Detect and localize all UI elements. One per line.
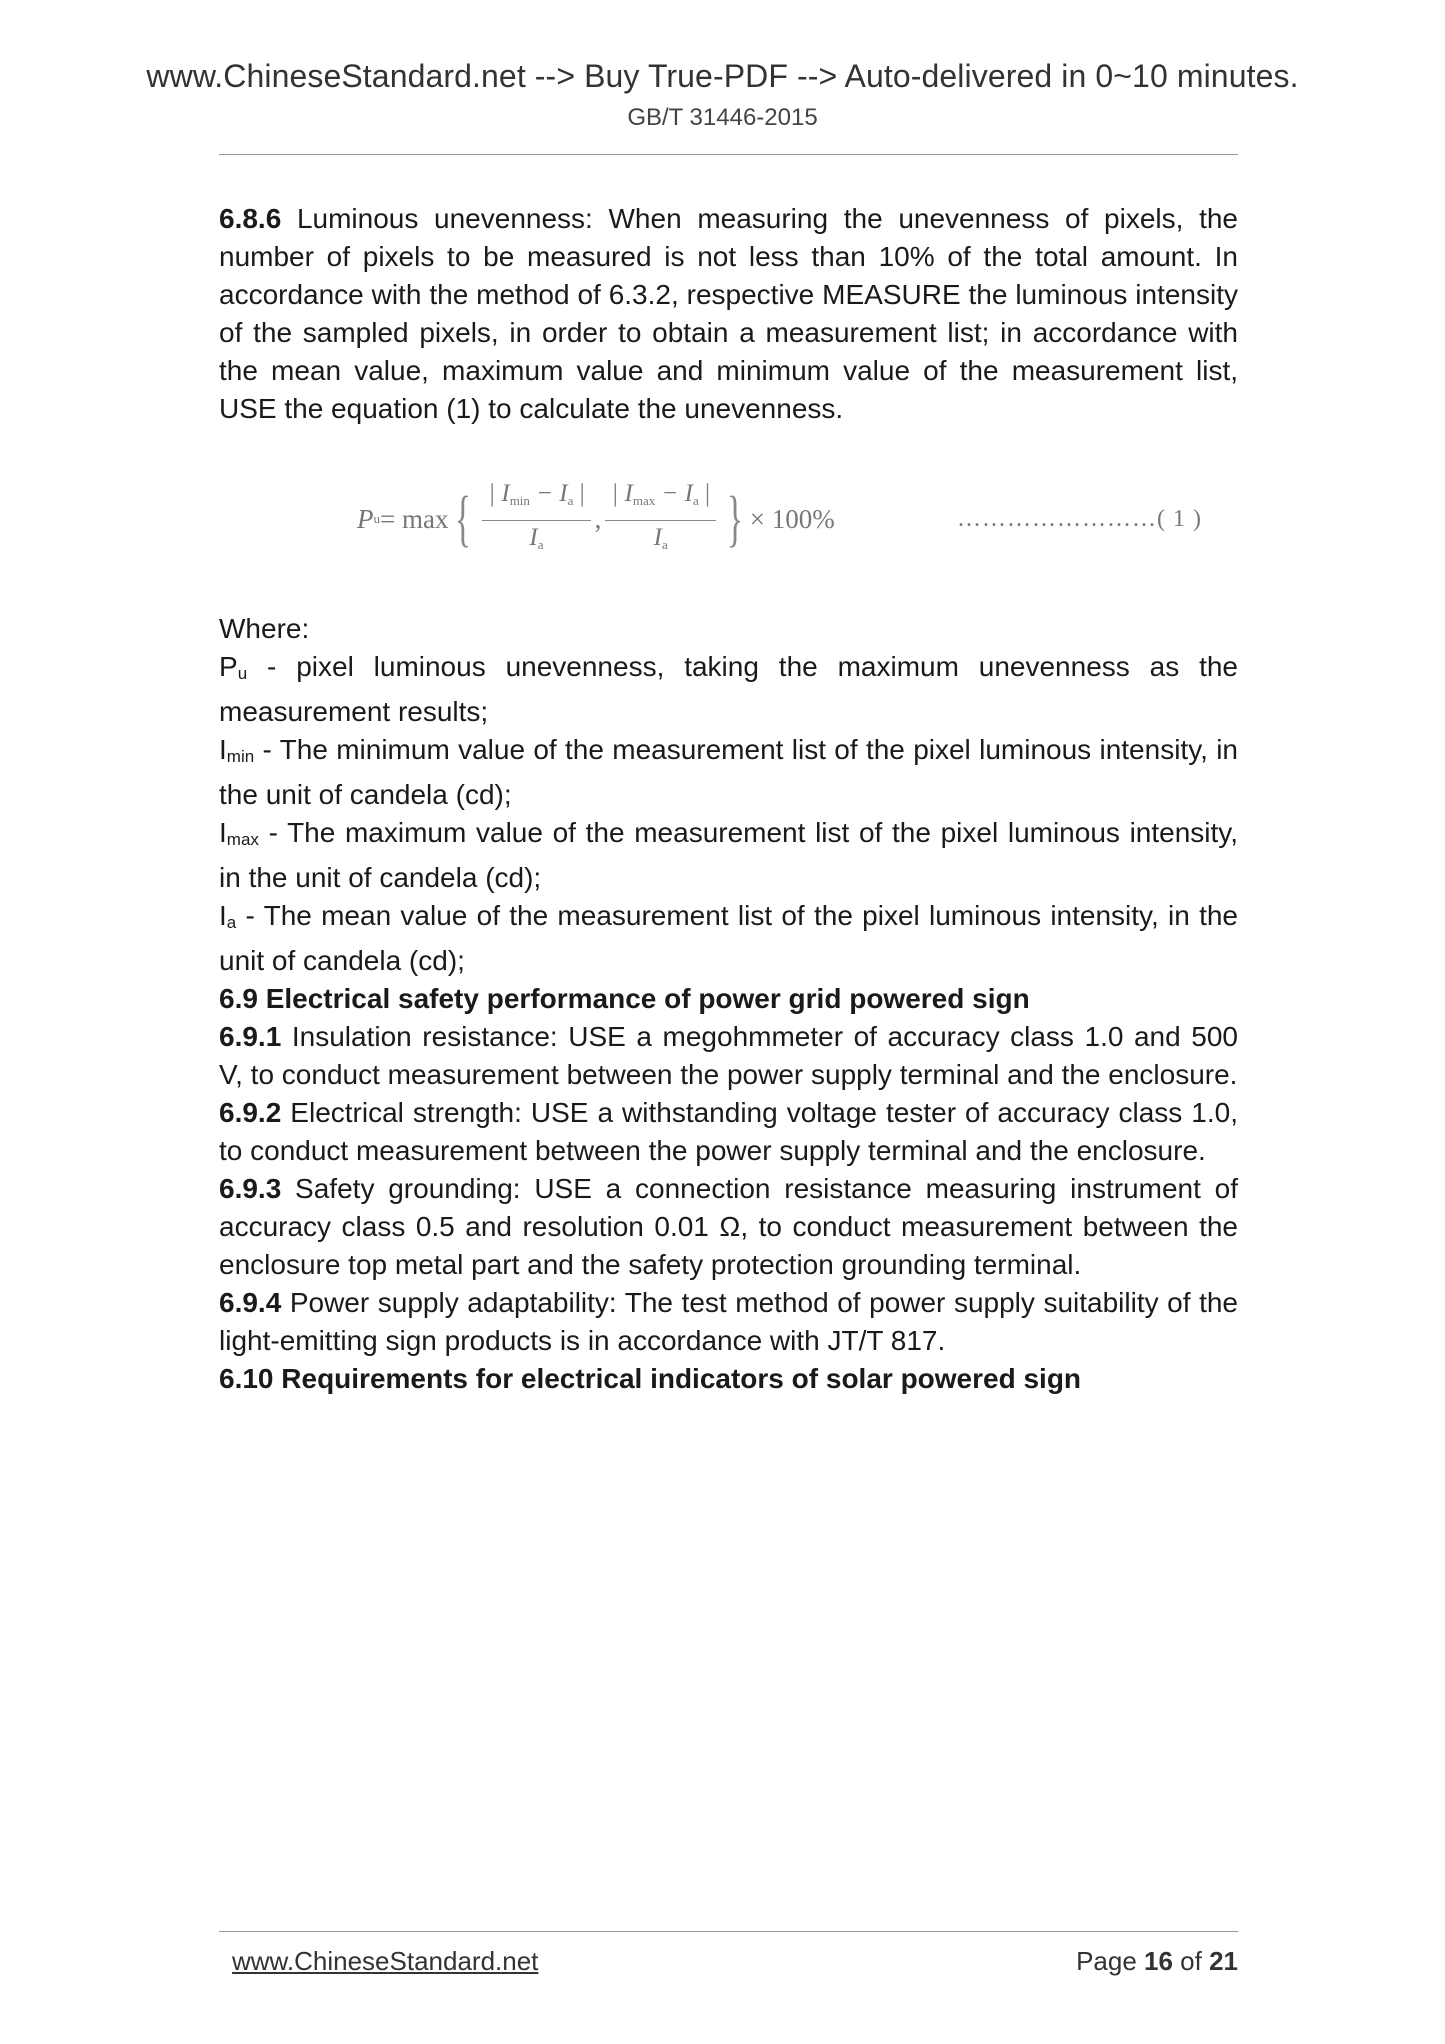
section-6-9-1: [219, 1018, 1238, 1094]
section-text: Luminous unevenness: When measuring the unevenness of pixels, the number of pixels to be measured is not less than 10% of the total amount. In accordance with the method of 6.3.2, respective MEASURE the luminous intensity of the sampled pixels, in order to obtain a measurement list; in accordance with the mean value, maximum value and minimum value of the measurement list, USE the equation (1) to calculate the unevenness.: [219, 203, 1238, 424]
t1-den: I: [529, 523, 538, 551]
fraction-max: [605, 477, 716, 562]
page-indicator: [1076, 1946, 1238, 1977]
heading-6-10: 6.10 Requirements for electrical indicators of solar powered sign: [219, 1363, 1082, 1394]
def-text: - The minimum value of the measurement list of the pixel luminous intensity, in the unit of candela (cd);: [219, 734, 1238, 810]
section-6-8-6: [219, 200, 1238, 428]
page-prefix: Page: [1076, 1946, 1145, 1976]
page-current: 16: [1144, 1946, 1173, 1976]
left-brace: {: [455, 485, 472, 553]
right-brace: }: [726, 485, 744, 553]
eq-lhs-sub: u: [373, 511, 380, 526]
eq-lhs: P: [357, 504, 374, 534]
page-of: of: [1172, 1946, 1210, 1976]
def-symbol-sub: a: [226, 913, 237, 932]
section-number: 6.8.6: [219, 203, 282, 234]
def-symbol: I: [219, 900, 227, 931]
t1-den-sub: a: [537, 536, 544, 552]
fraction-max-numerator: [605, 477, 716, 521]
t1-a: | I: [488, 479, 510, 507]
section-6-9-2: [219, 1094, 1238, 1170]
def-symbol-sub: u: [237, 664, 248, 683]
t1-b: − I: [529, 479, 568, 507]
section-number: 6.9.1: [219, 1021, 282, 1052]
header-banner: www.ChineseStandard.net --> Buy True-PDF --> Auto-delivered in 0~10 minutes.: [146, 58, 1299, 94]
t2-a-sub: max: [632, 492, 656, 508]
def-symbol: P: [219, 651, 238, 682]
definition-imax: [219, 814, 1238, 897]
definition-imin: [219, 731, 1238, 814]
standard-code: GB/T 31446-2015: [627, 104, 818, 131]
eq-comma: ,: [594, 504, 602, 534]
equation-body: [357, 474, 835, 564]
section-number: 6.9.3: [219, 1173, 282, 1204]
def-text: - The maximum value of the measurement list of the pixel luminous intensity, in the unit of candela (cd);: [219, 817, 1238, 893]
t2-den-sub: a: [661, 536, 668, 552]
t2-a: | I: [611, 479, 633, 507]
where-label: Where:: [219, 613, 310, 644]
fraction-min-numerator: [482, 477, 590, 521]
page-content: [219, 200, 1238, 1398]
def-text: - The mean value of the measurement list of the pixel luminous intensity, in the unit of candela (cd);: [219, 900, 1238, 976]
eq-equals-max: = max: [380, 504, 449, 534]
fraction-min-denominator: [529, 521, 543, 562]
definition-pu: [219, 648, 1238, 731]
footer-divider: [219, 1931, 1238, 1932]
section-number: 6.9.4: [219, 1287, 282, 1318]
def-symbol: I: [219, 734, 227, 765]
def-symbol: I: [219, 817, 227, 848]
equation-number: ……………………( 1 ): [957, 506, 1202, 532]
section-text: Electrical strength: USE a withstanding voltage tester of accuracy class 1.0, to conduct measurement between the power supply terminal and the enclosure.: [219, 1097, 1238, 1166]
section-number: 6.9.2: [219, 1097, 282, 1128]
t1-b-sub: a: [567, 492, 574, 508]
def-symbol-sub: max: [226, 830, 259, 849]
t1-a-sub: min: [509, 492, 530, 508]
t1-c: |: [573, 479, 585, 507]
def-symbol-sub: min: [226, 747, 255, 766]
t2-b-sub: a: [692, 492, 699, 508]
section-6-9-4: [219, 1284, 1238, 1360]
heading-6-9: 6.9 Electrical safety performance of power grid powered sign: [219, 983, 1030, 1014]
equation-1: [219, 462, 1238, 582]
fraction-min: [482, 477, 590, 562]
definition-ia: [219, 897, 1238, 980]
section-text: Insulation resistance: USE a megohmmeter of accuracy class 1.0 and 500 V, to conduct measurement between the power supply terminal and the enclosure.: [219, 1021, 1238, 1090]
section-text: Safety grounding: USE a connection resistance measuring instrument of accuracy class 0.5 and resolution 0.01 Ω, to conduct measurement between the enclosure top metal part and the safety protection grounding terminal.: [219, 1173, 1238, 1280]
eq-times-100: × 100%: [749, 504, 835, 534]
page-total: 21: [1209, 1946, 1238, 1976]
section-6-9-3: [219, 1170, 1238, 1284]
footer-website-link[interactable]: www.ChineseStandard.net: [232, 1946, 539, 1976]
fraction-max-denominator: [654, 521, 668, 562]
section-text: Power supply adaptability: The test method of power supply suitability of the light-emitting sign products is in accordance with JT/T 817.: [219, 1287, 1238, 1356]
def-text: - pixel luminous unevenness, taking the maximum unevenness as the measurement results;: [219, 651, 1238, 727]
t2-b: − I: [655, 479, 693, 507]
header-divider: [219, 154, 1238, 155]
t2-c: |: [698, 479, 711, 507]
t2-den: I: [653, 523, 662, 551]
